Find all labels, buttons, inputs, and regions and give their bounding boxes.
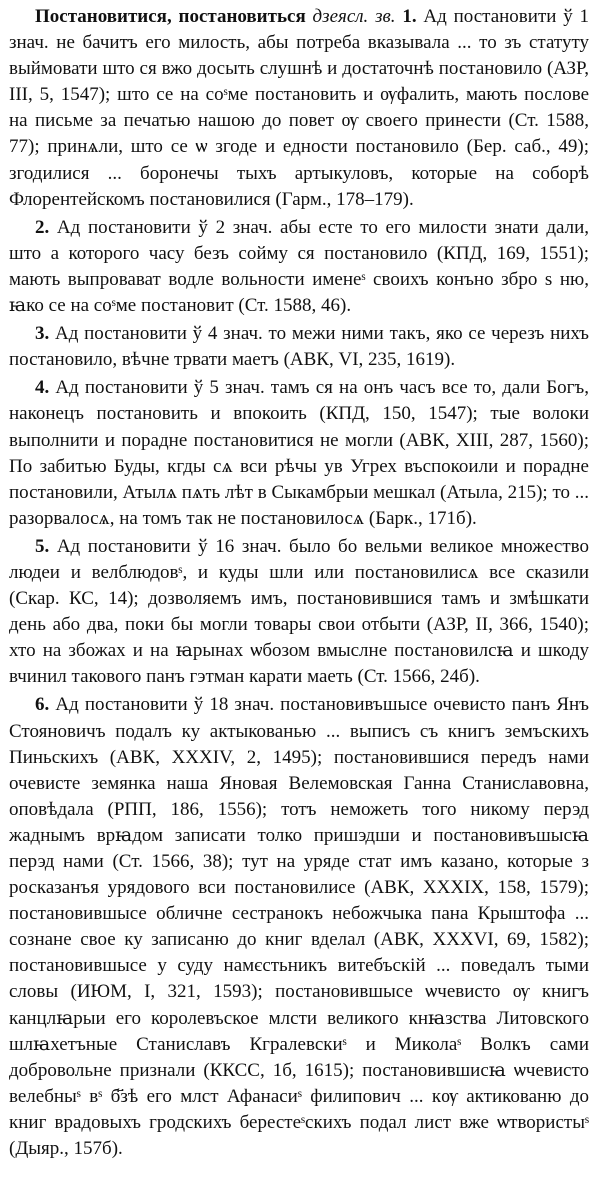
sense-text: Ад постановити ў 5 знач. тамъ ся на онъ часъ все то, дали Богъ, наконецъ постановить и впокоить (КПД, 150, 1547); тые волоки выполнити и порадне постановитися не могли (АВК, XIII, 287, 1560); По забитью Буды, кгды сѧ вси рѣчы ув Угрех въспокоили и порадне постановили, Атылѧ пѧть лѣт в Сыкамбрыи мешкал (Атыла, 215); то ... разорвалосѧ, на томъ так не постановилосѧ (Барк., 171б). (9, 377, 589, 529)
sense-2 (9, 215, 589, 319)
sense-number: 1. (402, 6, 417, 27)
sense-number: 6. (35, 694, 50, 716)
sense-5 (9, 534, 589, 691)
sense-number: 5. (35, 535, 50, 557)
sense-number: 2. (35, 216, 50, 238)
sense-number: 4. (35, 377, 50, 399)
dictionary-entry (9, 4, 589, 1162)
sense-4 (9, 375, 589, 532)
grammar-label: дзеясл. зв. (312, 6, 396, 27)
sense-6 (9, 692, 589, 1162)
sense-3 (9, 321, 589, 373)
headword: Постановитися, постановиться (35, 6, 306, 27)
sense-text: Ад постановити ў 4 знач. то межи ними такъ, яко се черезъ нихъ постановило, вѣчне трвати маетъ (АВК, VI, 235, 1619). (9, 323, 590, 371)
sense-text: Ад постановити ў 16 знач. было бо вельми великое множество людеи и велблюдовˢ, и куды шли или постановилисѧ все сказили (Скар. КС, 14); дозволяемъ имъ, постановившися тамъ и змѣшкати день або два, поки бы могли товары свои отбыти (АЗР, II, 366, 1540); хто на збожах и на ꙗрынах ѡбозом вмыслне постановилсꙗ и шкоду вчинил такового панъ гэтман карати маеть (Ст. 1566, 24б). (9, 535, 589, 688)
sense-number: 3. (35, 323, 50, 345)
sense-text: Ад постановити ў 1 знач. не бачитъ его милость, абы потреба вказывала ... то зъ статуту выймовати што ся вжо досыть слушнѣ и достаточнѣ постановило (АЗР, III, 5, 1547); што се на соˢме постановить и ѹфалить, мають послове на письме за печатью нашою до повет ѹ своего принести (Ст. 1588, 77); принѧли, што се ѡ згоде и едности постановило (Бер. саб., 49); згодилися ... боронечы тыхъ артыкуловъ, которые на соборѣ Флорентейскомъ постановилися (Гарм., 178–179). (9, 6, 590, 210)
sense-text: Ад постановити ў 18 знач. постановивъшысе очевисто панъ Янъ Стояновичъ подалъ ку актыкованью ... выписъ съ книгъ земъскихъ Пиньскихъ (АВК, XXXIV, 2, 1495); постановившися передъ нами очевисте земянка наша Яновая Велемовская Ганна Станиславовна, оповѣдала (РПП, 186, 1556); тотъ неможеть того никому перэд жаднымъ врꙗдом записати толко пришэдши и постановивъшысꙗ перэд нами (Ст. 1566, 38); тут на уряде стат имъ казано, которые з росказанъя урядового вси постановилисе (АВК, XXXIX, 158, 1579); постановившысе обличне сестранокъ небожчыка пана Крыштофа ... сознане свое ку записаню до книг вделал (АВК, XXXVI, 69, 1582); постановившысе у суду намєстьникъ витебъскій ... поведалъ тыми словы (ИЮМ, I, 321, 1593); постановившысе ѡчевисто ѹ книгъ канцлꙗрыи его королевъское млсти великого кнꙗзства Литовского шлꙗхетъные Станиславъ Кгралевскиˢ и Миколаˢ Волкъ сами добровольне признали (ККСС, 1б, 1615); постановившисꙗ ѡчевисто велебныˢ вˢ б҃зѣ его млст Афанасиˢ филипович ... кѹ актикованю до книг врадовыхъ гродскихъ берестеˢскихъ подал лист вже ѡтвористыˢ (Дыяр., 157б). (9, 694, 589, 1160)
sense-text: Ад постановити ў 2 знач. абы есте то его милости знати дали, што а которого часу безъ сойму ся постановило (КПД, 169, 1551); мають выпровават водле вольности именеˢ своихъ конъно збро ѕ ню, ꙗко се на соˢме постановит (Ст. 1588, 46). (9, 216, 589, 317)
sense-1 (9, 4, 589, 213)
